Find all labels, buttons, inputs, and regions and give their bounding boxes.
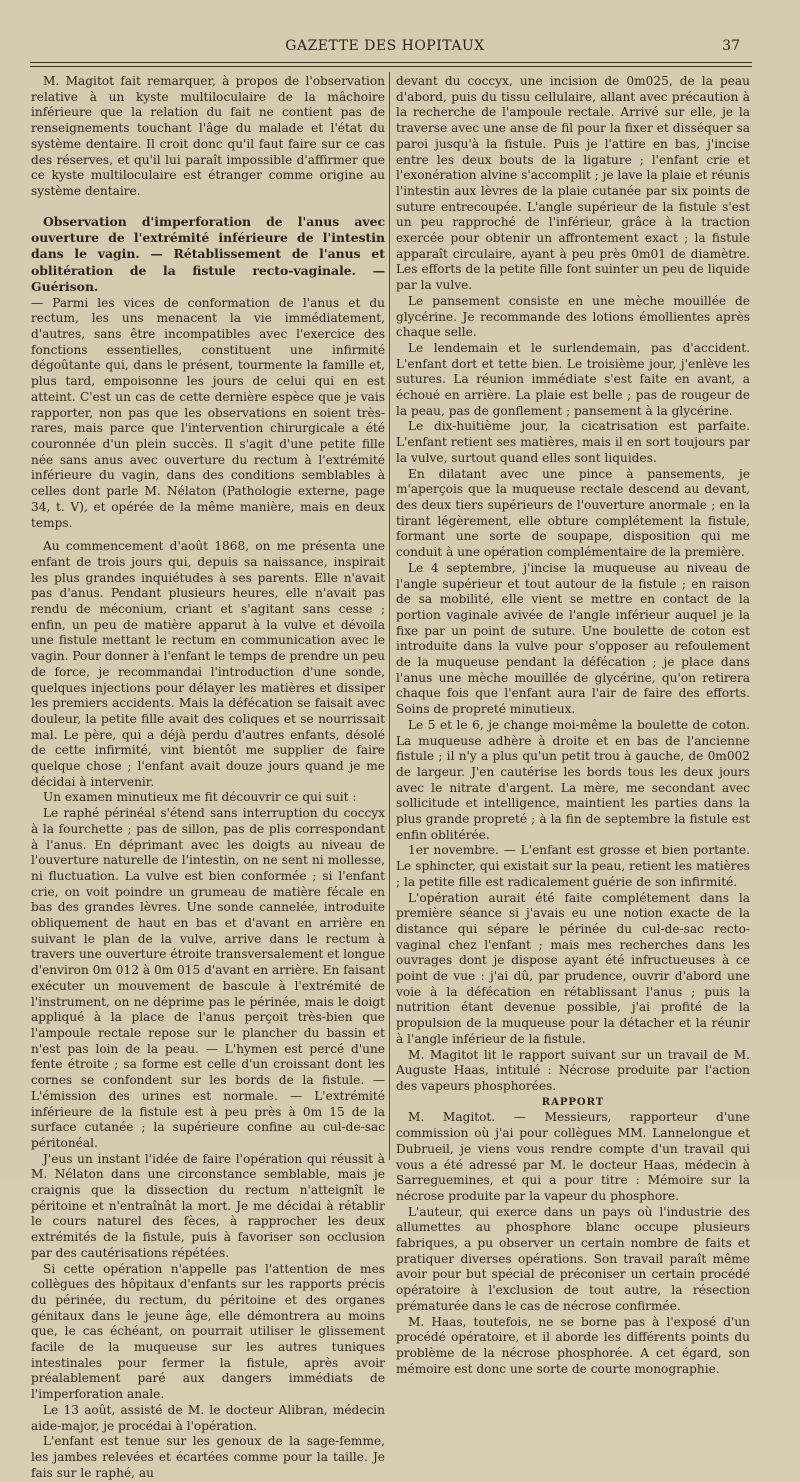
left-paragraph-3: Au commencement d'août 1868, on me présenta une enfant de trois jours qui, depuis sa naissance, inspirait les plus grandes inquiétudes à ses parents. Elle n'avait pas d'anus. Pendant plusieurs heures, elle n'avait pas rendu de méconium, criant et s'agitant sans cesse ; enfin, un peu de matière apparut à la vulve et dévoila une fistule mettant le rectum en communication avec le vagin. Pour donner à l'enfant le temps de prendre un peu de force, je recommandai l'introduction d'une sonde, quelques injections pour délayer les matières et dissiper les premiers accidents. Mais la défécation se faisait avec douleur, la petite fille avait des coliques et se nourrissait mal. Le père, qui a déjà perdu d'autres enfants, désolé de cette infirmité, vint bientôt me supplier de faire quelque chose ; l'enfant avait douze jours quand je me décidai à intervenir. [31, 539, 385, 789]
right-paragraph-10: M. Magitot lit le rapport suivant sur un travail de M. Auguste Haas, intitulé : Nécrose produite par l'action des vapeurs phosphorées. [396, 1047, 750, 1093]
left-paragraph-8: Le 13 août, assisté de M. le docteur Alibran, médecin aide-major, je procédai à l'opération. [31, 1402, 385, 1433]
right-paragraph-5: En dilatant avec une pince à pansements, je m'aperçois que la muqueuse rectale descend au devant, des deux tiers supérieurs de l'ouverture anormale ; en la tirant légèrement, elle obture complétement la fistule, formant une sorte de soupape, disposition qui me conduit à une opération complémentaire de la première. [396, 466, 750, 560]
magitot-remark: M. Magitot fait remarquer, à propos de l'observation relative à un kyste multiloculaire de la mâchoire inférieure que la relation du fait ne contient pas de renseignements touchant l'âge du malade et l'état du système dentaire. Il croit donc qu'il faut faire sur ce cas des réserves, et qu'il lui paraît impossible d'affirmer que ce kyste multiloculaire est étranger comme origine au système dentaire. [31, 74, 385, 198]
left-paragraph-5: Le raphé périnéal s'étend sans interruption du coccyx à la fourchette ; pas de sillon, pas de plis correspondant à l'anus. En déprimant avec les doigts au niveau de l'ouverture naturelle de l'intestin, on ne sent ni mollesse, ni fluctuation. La vulve est bien conformée ; si l'enfant crie, on voit poindre un grumeau de matière fécale en bas des grandes lèvres. Une sonde cannelée, introduite obliquement de haut en bas et d'avant en arrière en suivant le plan de la vulve, arrive dans le rectum à travers une ouverture étroite transversalement et longue d'environ 0m 012 à 0m 015 d'avant en arrière. En faisant exécuter un mouvement de bascule à l'extrémité de l'instrument, on ne déprime pas le périnée, mais le doigt appliqué à la place de l'anus perçoit très-bien que l'ampoule rectale repose sur le plancher du bassin et n'est pas loin de la peau. — L'hymen est percé d'une fente étroite ; sa forme est celle d'un croissant dont les cornes se confondent sur les bords de la fistule. — L'émission des urines est normale. — L'extrémité inférieure de la fistule est à peu près à 0m 15 de la surface cutanée ; la supérieure confine au cul-de-sac péritonéal. [31, 806, 385, 1150]
right-paragraph-7: Le 5 et le 6, je change moi-même la boulette de coton. La muqueuse adhère à droite et en bas de l'ancienne fistule ; il n'y a plus qu'un petit trou à gauche, de 0m002 de largeur. J'en cautérise les bords tous les deux jours avec le nitrate d'argent. La mère, me secondant avec sollicitude et intelligence, maintient les parties dans la plus grande propreté ; à la fin de septembre la fistule est enfin oblitérée. [396, 717, 750, 842]
header-rule-top [30, 62, 752, 63]
right-paragraph-8: 1er novembre. — L'enfant est grosse et bien portante. Le sphincter, qui existait sur la peau, retient les matières ; la petite fille est radicalement guérie de son infirmité. [396, 843, 750, 889]
right-paragraph-4: Le dix-huitième jour, la cicatrisation est parfaite. L'enfant retient ses matières, mais il en sort toujours par la vulve, surtout quand elles sont liquides. [396, 419, 750, 465]
right-paragraph-2: Le pansement consiste en une mèche mouillée de glycérine. Je recommande des lotions émollientes après chaque selle. [396, 293, 750, 340]
right-paragraph-3: Le lendemain et le surlendemain, pas d'accident. L'enfant dort et tette bien. Le troisième jour, j'enlève les sutures. La réunion immédiate s'est faite en avant, a échoué en arrière. La plaie est belle ; pas de rougeur de la peau, pas de gonflement ; pansement à la glycérine. [396, 340, 750, 418]
right-paragraph-12: L'auteur, qui exerce dans un pays où l'industrie des allumettes au phosphore blanc occupe plusieurs fabriques, a pu observer un certain nombre de faits et pratiquer diverses opérations. Son travail paraît même avoir pour but spécial de préconiser un certain procédé opératoire à l'exclusion de tout autre, la résection prématurée dans le cas de nécrose confirmée. [396, 1204, 750, 1313]
right-paragraph-9: L'opération aurait été faite complétement dans la première séance si j'avais eu une notion exacte de la distance qui sépare le périnée du cul-de-sac recto-vaginal chez l'enfant ; mais mes recherches dans les ouvrages dont je dispose ayant été infructueuses à ce point de vue : j'ai dû, par prudence, ouvrir d'abord une voie à la défécation en rétablissant l'anus ; puis la nutrition étant devenue possible, j'ai profité de la propulsion de la muqueuse pour la détacher et la réunir à l'angle inférieur de la fistule. [396, 890, 750, 1046]
right-paragraph-1: devant du coccyx, une incision de 0m025, de la peau d'abord, puis du tissu cellulaire, allant avec précaution à la recherche de l'ampoule rectale. Arrivé sur elle, je la traverse avec une anse de fil pour la fixer et disséquer sa paroi jusqu'à la fistule. Puis je l'attire en bas, j'incise entre les deux bouts de la ligature ; l'enfant crie et l'exonération alvine s'accomplit ; je lave la plaie et réunis l'intestin aux lèvres de la plaie cutanée par six points de suture entrecoupée. L'angle supérieur de la fistule s'est un peu rapproché de l'inférieur, grâce à la traction exercée pour obtenir un affrontement exact ; la fistule apparaît circulaire, ayant à peu près 0m01 de diamètre. Les efforts de la petite fille font suinter un peu de liquide par la vulve. [396, 74, 750, 293]
right-paragraph-11: M. Magitot. — Messieurs, rapporteur d'une commission où j'ai pour collègues MM. Lannelongue et Dubrueil, je viens vous rendre compte d'un travail qui vous a été adressé par M. le docteur Haas, médecin à Sarreguemines, et qui a pour titre : Mémoire sur la nécrose produite par la vapeur du phosphore. [396, 1110, 750, 1203]
left-column [31, 74, 385, 1481]
observation-title: Observation d'imperforation de l'anus avec ouverture de l'extrémité inférieure de l'intestin dans le vagin. — Rétablissement de l'anus et oblitération de la fistule recto-vaginale. — Guérison. [31, 213, 385, 295]
left-paragraph-7: Si cette opération n'appelle pas l'attention de mes collègues des hôpitaux d'enfants sur les rapports précis du périnée, du rectum, du péritoine et des organes génitaux dans le jeune âge, elle démontrera au moins que, le cas échéant, on pourrait utiliser le glissement facile de la muqueuse sur les autres tuniques intestinales pour fermer la fistule, après avoir préalablement paré aux dangers immédiats de l'imperforation anale. [31, 1261, 385, 1402]
left-paragraph-9: L'enfant est tenue sur les genoux de la sage-femme, les jambes relevées et écartées comme pour la taille. Je fais sur le raphé, au [31, 1434, 385, 1480]
header-rule-bottom [30, 66, 752, 67]
observation-intro: — Parmi les vices de conformation de l'anus et du rectum, les uns menacent la vie immédiatement, d'autres, sans être incompatibles avec l'exercice des fonctions essentielles, constituent une infirmité dégoûtante qui, dans le présent, tourmente la famille et, plus tard, empoisonne les jours de celui qui en est atteint. C'est un cas de cette dernière espèce que je vais rapporter, non pas que les observations en soient très-rares, mais parce que l'intervention chirurgicale a été couronnée d'un plein succès. Il s'agit d'une petite fille née sans anus avec ouverture du rectum à l'extrémité inférieure du vagin, dans des conditions semblables à celles dont parle M. Nélaton (Pathologie externe, page 34, t. V), et opérée de la même manière, mais en deux temps. [31, 295, 385, 530]
right-column [396, 74, 750, 1377]
left-paragraph-4: Un examen minutieux me fit découvrir ce qui suit : [43, 790, 357, 805]
column-divider [389, 72, 390, 1160]
page-number: 37 [722, 38, 740, 54]
right-paragraph-6: Le 4 septembre, j'incise la muqueuse au niveau de l'angle supérieur et tout autour de la fistule ; en raison de sa mobilité, elle vient se mettre en contact de la portion vaginale avivée de l'angle inférieur auquel je la fixe par un point de suture. Une boulette de coton est introduite dans la vulve pour s'opposer au refoulement de la muqueuse pendant la défécation ; je place dans l'anus une mèche mouillée de glycérine, qu'on retirera chaque fois que l'enfant aura l'air de faire des efforts. Soins de propreté minutieux. [396, 560, 750, 717]
journal-title: GAZETTE DES HOPITAUX [285, 38, 485, 54]
left-paragraph-6: J'eus un instant l'idée de faire l'opération qui réussit à M. Nélaton dans une circonstance semblable, mais je craignis que la dissection du rectum n'atteignît le péritoine et n'entraînât la mort. Je me décidai à rétablir le cours naturel des fèces, à rapprocher les deux extrémités de la fistule, puis à favoriser son occlusion par des cautérisations répétées. [31, 1151, 385, 1260]
right-paragraph-13: M. Haas, toutefois, ne se borne pas à l'exposé d'un procédé opératoire, et il aborde les différents points du problème de la nécrose phosphorée. A cet égard, son mémoire est donc une sorte de courte monographie. [396, 1314, 750, 1376]
page-header [30, 38, 740, 58]
rapport-heading: RAPPORT [541, 1096, 605, 1108]
